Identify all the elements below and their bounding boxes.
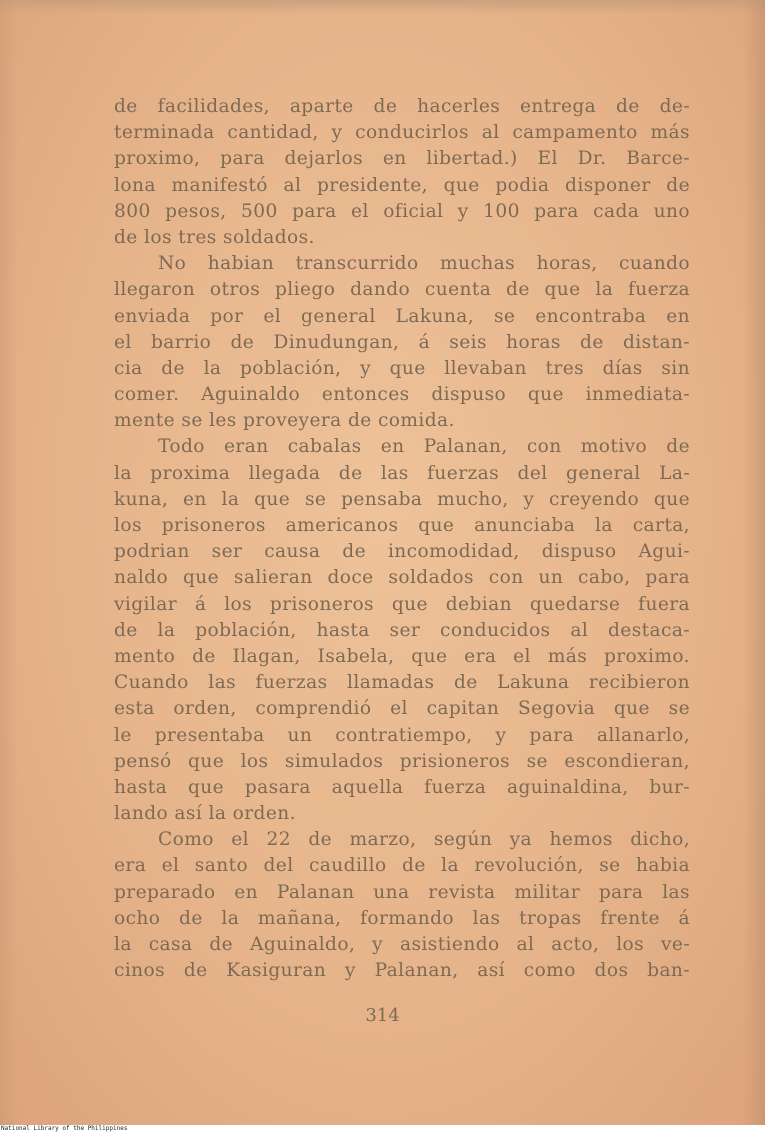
text-line: Cuando las fuerzas llamadas de Lakuna recibieron bbox=[114, 672, 690, 694]
text-line: de los tres soldados. bbox=[114, 226, 315, 248]
text-line: esta orden, comprendió el capitan Segovia que se bbox=[114, 698, 690, 720]
text-line: terminada cantidad, y conducirlos al campamento más bbox=[114, 122, 690, 144]
text-line: ocho de la mañana, formando las tropas frente á bbox=[114, 907, 690, 929]
text-line: vigilar á los prisoneros que debian quedarse fuera bbox=[114, 593, 690, 615]
text-line: podrian ser causa de incomodidad, dispuso Agui- bbox=[114, 541, 690, 563]
text-line: preparado en Palanan una revista militar para las bbox=[114, 881, 690, 903]
text-line: mento de Ilagan, Isabela, que era el más proximo. bbox=[114, 645, 690, 667]
page-edge-stain bbox=[0, 0, 18, 1125]
page-edge-stain bbox=[743, 0, 765, 1125]
text-line: le presentaba un contratiempo, y para allanarlo, bbox=[114, 724, 690, 746]
text-line: lando así la orden. bbox=[114, 803, 296, 825]
text-line: proximo, para dejarlos en libertad.) El Dr. Barce- bbox=[114, 148, 690, 170]
text-line: comer. Aguinaldo entonces dispuso que inmediata- bbox=[114, 384, 690, 406]
text-line: mente se les proveyera de comida. bbox=[114, 410, 455, 432]
text-line: lona manifestó al presidente, que podia disponer de bbox=[114, 174, 690, 196]
text-line: llegaron otros pliego dando cuenta de que la fuerza bbox=[114, 279, 690, 301]
text-line: Todo eran cabalas en Palanan, con motivo de bbox=[158, 436, 690, 458]
page-edge-stain bbox=[0, 0, 765, 14]
text-line: era el santo del caudillo de la revolución, se habia bbox=[114, 855, 690, 877]
text-line: cia de la población, y que llevaban tres días sin bbox=[114, 357, 690, 379]
text-line: enviada por el general Lakuna, se encontraba en bbox=[114, 305, 690, 327]
text-line: hasta que pasara aquella fuerza aguinaldina, bur- bbox=[114, 776, 690, 798]
text-line: cinos de Kasiguran y Palanan, así como dos ban- bbox=[114, 960, 690, 982]
text-line: naldo que salieran doce soldados con un cabo, para bbox=[114, 567, 690, 589]
text-line: kuna, en la que se pensaba mucho, y creyendo que bbox=[114, 488, 690, 510]
text-line: los prisoneros americanos que anunciaba la carta, bbox=[114, 515, 690, 536]
body-text bbox=[114, 94, 690, 984]
footer-credit: National Library of the Philippines bbox=[1, 1125, 128, 1132]
text-line: de la población, hasta ser conducidos al destaca- bbox=[114, 619, 690, 641]
text-line: el barrio de Dinudungan, á seis horas de distan- bbox=[114, 331, 690, 353]
text-line: pensó que los simulados prisioneros se escondieran, bbox=[114, 750, 690, 772]
text-line: la proxima llegada de las fuerzas del general La- bbox=[114, 462, 690, 484]
text-line: 800 pesos, 500 para el oficial y 100 para cada uno bbox=[114, 200, 690, 222]
text-line: No habian transcurrido muchas horas, cuando bbox=[158, 253, 690, 275]
text-line: de facilidades, aparte de hacerles entrega de de- bbox=[114, 96, 690, 117]
text-line: la casa de Aguinaldo, y asistiendo al acto, los ve- bbox=[114, 934, 690, 955]
page-number: 314 bbox=[365, 1005, 400, 1026]
text-line: Como el 22 de marzo, según ya hemos dicho, bbox=[158, 829, 690, 851]
